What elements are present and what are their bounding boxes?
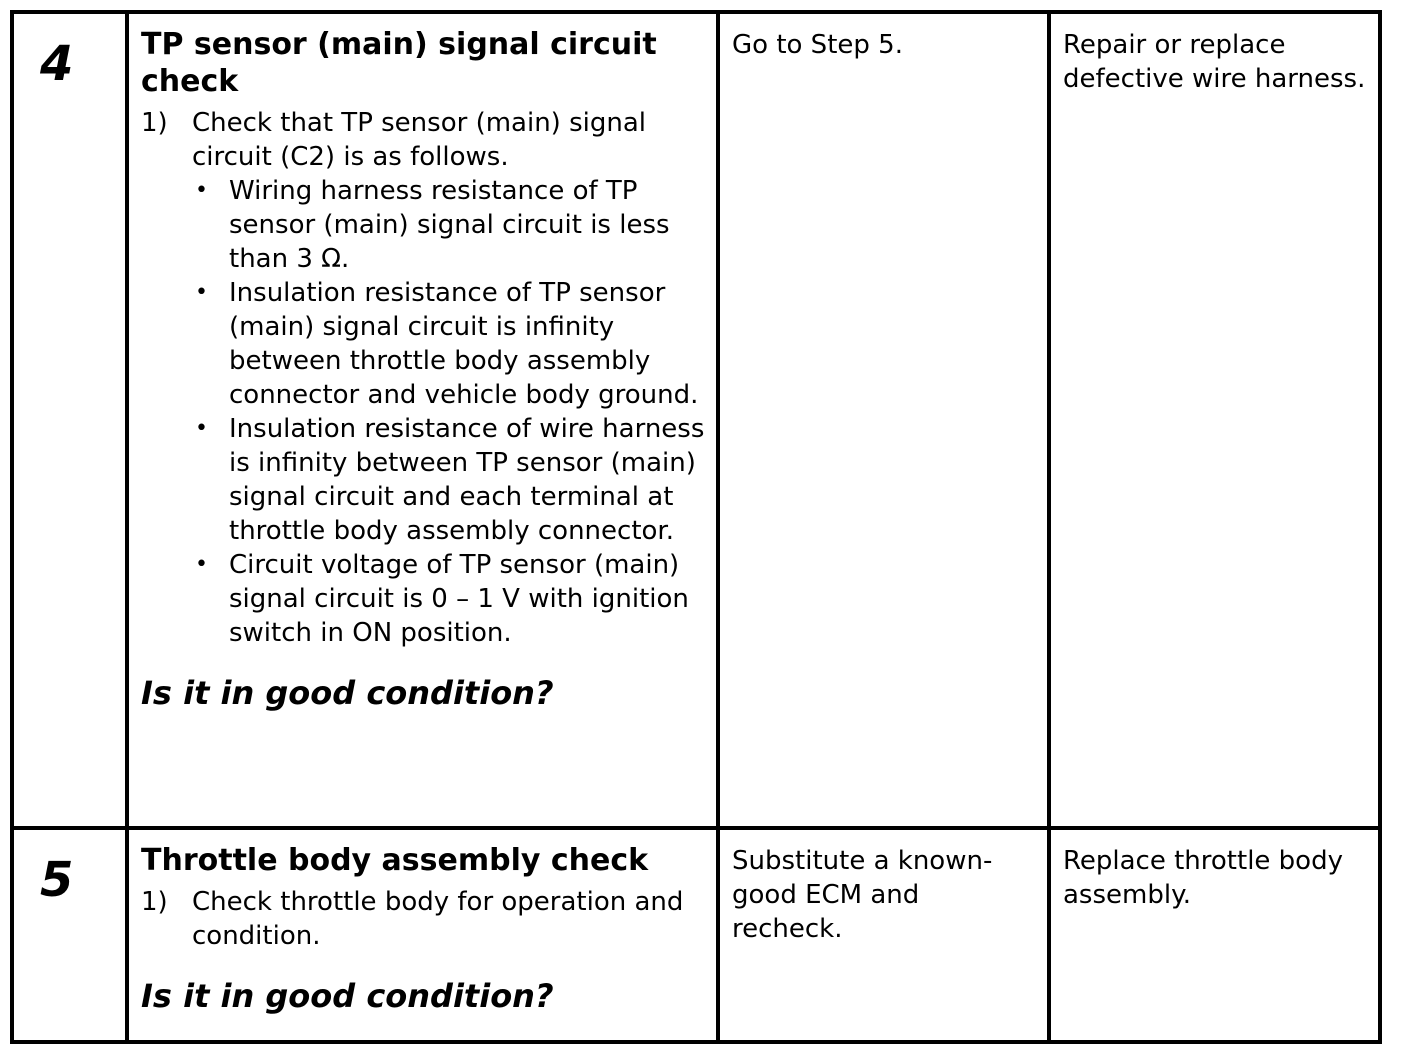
yes-result-text: Go to Step 5. xyxy=(732,30,903,60)
bullet-icon: • xyxy=(195,280,208,305)
yes-result-text: Substitute a known-good ECM and recheck. xyxy=(732,846,993,944)
bullet-item xyxy=(192,548,706,650)
step-title: TP sensor (main) signal circuit check xyxy=(141,27,657,99)
bullet-text: Circuit voltage of TP sensor (main) signal circuit is 0 – 1 V with ignition switch in ON position. xyxy=(229,550,689,648)
bullet-icon: • xyxy=(195,416,208,441)
yes-result-cell xyxy=(718,828,1049,1042)
step-number: 5 xyxy=(40,852,74,908)
instruction-text: Check throttle body for operation and condition. xyxy=(192,887,684,951)
instruction-text: Check that TP sensor (main) signal circuit (C2) is as follows. xyxy=(192,108,646,172)
action-cell xyxy=(127,828,718,1042)
table-row-step-4 xyxy=(12,12,1380,828)
troubleshooting-table xyxy=(10,10,1382,1044)
table-row-step-5 xyxy=(12,828,1380,1042)
no-result-text: Replace throttle body assembly. xyxy=(1063,846,1343,910)
bullet-text: Wiring harness resistance of TP sensor (main) signal circuit is less than 3 Ω. xyxy=(229,176,670,274)
bullet-text: Insulation resistance of wire harness is infinity between TP sensor (main) signal circuit and each terminal at throttle body assembly connector. xyxy=(229,414,705,546)
step-number: 4 xyxy=(40,36,74,92)
no-result-text: Repair or replace defective wire harness. xyxy=(1063,30,1366,94)
no-result-cell xyxy=(1049,828,1380,1042)
instruction-number: 1) xyxy=(141,108,168,138)
step-cell xyxy=(12,12,127,828)
bullet-text: Insulation resistance of TP sensor (main) signal circuit is infinity between throttle body assembly connector and vehicle body ground. xyxy=(229,278,699,410)
step-title: Throttle body assembly check xyxy=(141,843,649,878)
no-result-cell xyxy=(1049,12,1380,828)
condition-question: Is it in good condition? xyxy=(141,674,554,712)
action-cell xyxy=(127,12,718,828)
bullet-item xyxy=(192,276,706,412)
bullet-item xyxy=(192,412,706,548)
bullet-icon: • xyxy=(195,178,208,203)
condition-question: Is it in good condition? xyxy=(141,977,554,1015)
instruction-item xyxy=(141,106,706,174)
instruction-number: 1) xyxy=(141,887,168,917)
instruction-item xyxy=(141,885,706,953)
yes-result-cell xyxy=(718,12,1049,828)
step-cell xyxy=(12,828,127,1042)
bullet-list xyxy=(141,174,706,650)
bullet-item xyxy=(192,174,706,276)
bullet-icon: • xyxy=(195,552,208,577)
